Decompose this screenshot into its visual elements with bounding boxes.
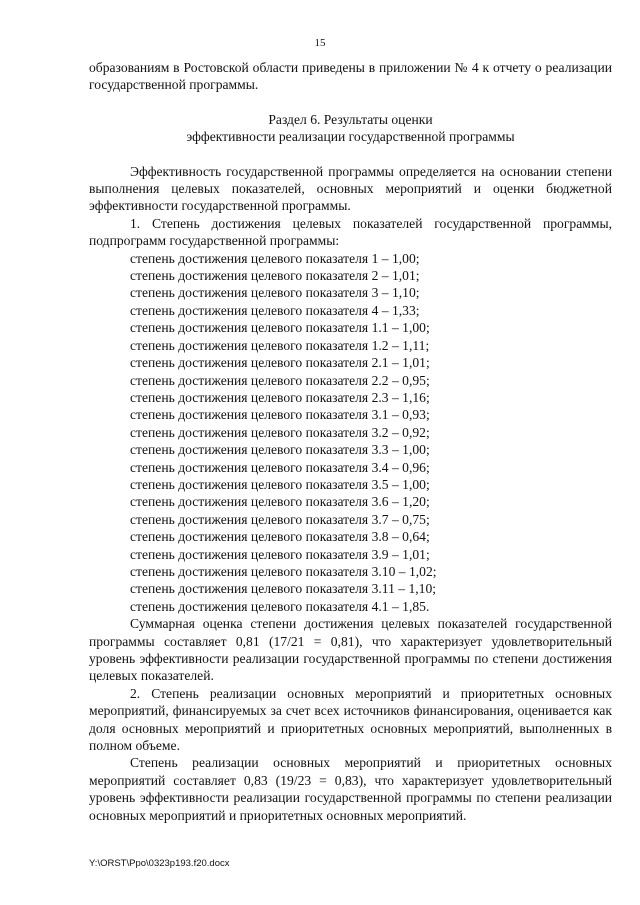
list-item: степень достижения целевого показателя 3.7 – 0,75; bbox=[130, 511, 430, 527]
target-indicator-list bbox=[89, 250, 612, 616]
list-item: степень достижения целевого показателя 3.11 – 1,10; bbox=[130, 581, 437, 597]
list-item: степень достижения целевого показателя 3.6 – 1,20; bbox=[130, 494, 430, 510]
list-item: степень достижения целевого показателя 3.1 – 0,93; bbox=[130, 407, 430, 423]
list-item: степень достижения целевого показателя 3.4 – 0,96; bbox=[130, 459, 430, 475]
list-item: степень достижения целевого показателя 2.2 – 0,95; bbox=[130, 372, 430, 388]
list-item: степень достижения целевого показателя 2.3 – 1,16; bbox=[130, 389, 430, 405]
list-item: степень достижения целевого показателя 3.10 – 1,02; bbox=[130, 563, 437, 579]
list-item: степень достижения целевого показателя 4.1 – 1,85. bbox=[130, 598, 430, 614]
list-item: степень достижения целевого показателя 3.2 – 0,92; bbox=[130, 424, 430, 440]
list-item: степень достижения целевого показателя 1.2 – 1,11; bbox=[130, 337, 430, 353]
footer-file-path: Y:\ORST\Ppo\0323p193.f20.docx bbox=[89, 858, 230, 869]
list-item: степень достижения целевого показателя 3 – 1,10; bbox=[130, 285, 420, 301]
document-body bbox=[89, 59, 612, 824]
section-heading-line-1: Раздел 6. Результаты оценки bbox=[268, 111, 433, 127]
summary-paragraph: Суммарная оценка степени достижения целевых показателей государственной программы составляет 0,81 (17/21 = 0,81), что характеризует удовлетворительный уровень эффективности реализации государственной программы по степени достижения целевых показателей. bbox=[89, 616, 612, 684]
point-2-paragraph: 2. Степень реализации основных мероприятий и приоритетных основных мероприятий, финансируемых за счет всех источников финансирования, оценивается как доля основных мероприятий и приоритетных основных мероприятий, выполненных в полном объеме. bbox=[89, 685, 612, 754]
page-number: 15 bbox=[314, 37, 326, 49]
efficiency-paragraph: Эффективность государственной программы определяется на основании степени выполнения целевых показателей, основных мероприятий и оценки бюджетной эффективности государственной программы. bbox=[89, 163, 612, 214]
point-1-paragraph: 1. Степень достижения целевых показателей государственной программы, подпрограмм государственной программы: bbox=[89, 215, 612, 249]
list-item: степень достижения целевого показателя 4 – 1,33; bbox=[130, 302, 420, 318]
list-item: степень достижения целевого показателя 2.1 – 1,01; bbox=[130, 355, 430, 371]
list-item: степень достижения целевого показателя 1 – 1,00; bbox=[130, 250, 420, 266]
list-item: степень достижения целевого показателя 3.9 – 1,01; bbox=[130, 546, 430, 562]
list-item: степень достижения целевого показателя 3.5 – 1,00; bbox=[130, 476, 430, 492]
list-item: степень достижения целевого показателя 3.8 – 0,64; bbox=[130, 529, 430, 545]
section-heading bbox=[89, 111, 612, 146]
point-2-result-paragraph: Степень реализации основных мероприятий и приоритетных основных мероприятий составляет 0,83 (19/23 = 0,83), что характеризует удовлетворительный уровень эффективности реализации государственной программы по степени реализации основных мероприятий и приоритетных основных мероприятий. bbox=[89, 755, 612, 823]
section-heading-line-2: эффективности реализации государственной программы bbox=[186, 129, 515, 145]
intro-paragraph: образованиям в Ростовской области приведены в приложении № 4 к отчету о реализации государственной программы. bbox=[89, 60, 612, 93]
list-item: степень достижения целевого показателя 2 – 1,01; bbox=[130, 268, 420, 284]
list-item: степень достижения целевого показателя 3.3 – 1,00; bbox=[130, 442, 430, 458]
list-item: степень достижения целевого показателя 1.1 – 1,00; bbox=[130, 320, 430, 336]
